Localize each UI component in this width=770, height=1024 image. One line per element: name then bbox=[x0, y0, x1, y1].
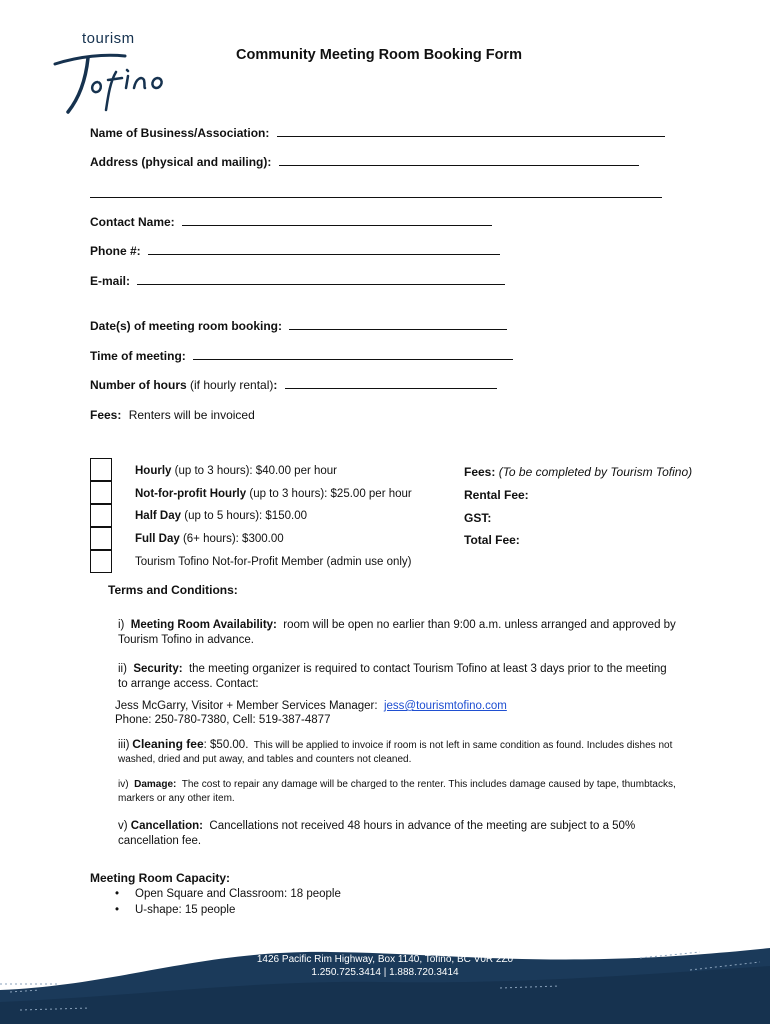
footer-phones: 1.250.725.3414 | 1.888.720.3414 bbox=[311, 967, 459, 978]
gst-label: GST: bbox=[464, 511, 492, 525]
phone-input-line[interactable] bbox=[148, 253, 500, 255]
dates-label: Date(s) of meeting room booking: bbox=[90, 319, 282, 333]
rental-fee-label: Rental Fee: bbox=[464, 488, 529, 502]
footer-address: 1426 Pacific Rim Highway, Box 1140, Tofino, BC V0R 2Z0 bbox=[256, 954, 514, 965]
hours-colon: : bbox=[273, 378, 278, 392]
phone-field[interactable] bbox=[90, 244, 500, 258]
capacity-item: • U-shape: 15 people bbox=[115, 902, 341, 918]
tofino-logo bbox=[50, 42, 185, 117]
option-nfp-hourly: Not-for-profit Hourly (up to 3 hours): $25.00 per hour bbox=[135, 488, 412, 500]
business-field[interactable] bbox=[90, 126, 665, 140]
hours-label: Number of hours bbox=[90, 378, 187, 392]
checkbox-member[interactable] bbox=[90, 550, 112, 573]
checkbox-nfp-hourly[interactable] bbox=[90, 481, 112, 504]
dates-field[interactable] bbox=[90, 319, 507, 333]
fees-row bbox=[90, 408, 255, 422]
fees-label: Fees: bbox=[90, 408, 122, 422]
hours-field[interactable] bbox=[90, 378, 497, 392]
contact-field[interactable] bbox=[90, 215, 492, 229]
term-security: ii) Security: the meeting organizer is required to contact Tourism Tofino at least 3 days prior to the meeting to arrange access. Contact: bbox=[118, 663, 667, 690]
logo-main-text: Tofino bbox=[50, 42, 53, 43]
contact-input-line[interactable] bbox=[182, 224, 492, 226]
term-cleaning: iii) Cleaning fee: $50.00. This will be applied to invoice if room is not left in same condition as found. Includes dishes not washed, dried and put away, and tables and counters not cleaned. bbox=[118, 737, 673, 765]
address-input-line[interactable] bbox=[279, 164, 639, 166]
page-title: Community Meeting Room Booking Form bbox=[236, 47, 522, 63]
time-field[interactable] bbox=[90, 349, 513, 363]
option-full-day: Full Day (6+ hours): $300.00 bbox=[135, 533, 284, 545]
checkbox-half-day[interactable] bbox=[90, 504, 112, 527]
option-half-day: Half Day (up to 5 hours): $150.00 bbox=[135, 510, 307, 522]
terms-heading: Terms and Conditions: bbox=[108, 583, 238, 597]
phone-label: Phone #: bbox=[90, 244, 141, 258]
security-phone: Phone: 250-780-7380, Cell: 519-387-4877 bbox=[115, 714, 331, 726]
checkbox-full-day[interactable] bbox=[90, 527, 112, 550]
total-fee-label: Total Fee: bbox=[464, 533, 520, 547]
address-field[interactable] bbox=[90, 155, 639, 169]
time-label: Time of meeting: bbox=[90, 349, 186, 363]
fees-value: Renters will be invoiced bbox=[128, 408, 255, 422]
contact-label: Contact Name: bbox=[90, 215, 175, 229]
term-cancellation: v) Cancellation: Cancellations not received 48 hours in advance of the meeting are subject to a 50% cancellation fee. bbox=[118, 820, 636, 847]
email-input-line[interactable] bbox=[137, 283, 505, 285]
email-label: E-mail: bbox=[90, 274, 131, 288]
security-contact: Jess McGarry, Visitor + Member Services Manager: jess@tourismtofino.com bbox=[115, 700, 507, 712]
contact-email-link[interactable]: jess@tourismtofino.com bbox=[383, 700, 507, 712]
fees-box-heading: Fees: (To be completed by Tourism Tofino) bbox=[464, 465, 693, 479]
hours-note: (if hourly rental) bbox=[190, 378, 274, 392]
fees-box-note: (To be completed by Tourism Tofino) bbox=[498, 465, 693, 479]
capacity-list bbox=[115, 886, 341, 918]
logo-tourism-text: tourism bbox=[82, 30, 135, 47]
option-hourly: Hourly (up to 3 hours): $40.00 per hour bbox=[135, 465, 338, 477]
option-member: Tourism Tofino Not-for-Profit Member (admin use only) bbox=[135, 556, 412, 568]
time-input-line[interactable] bbox=[193, 358, 513, 360]
hours-input-line[interactable] bbox=[285, 387, 497, 389]
footer-wave bbox=[0, 940, 770, 1024]
capacity-heading: Meeting Room Capacity: bbox=[90, 871, 231, 885]
checkbox-hourly[interactable] bbox=[90, 458, 112, 481]
business-label: Name of Business/Association: bbox=[90, 126, 270, 140]
dates-input-line[interactable] bbox=[289, 328, 507, 330]
address-label: Address (physical and mailing): bbox=[90, 155, 272, 169]
capacity-item: • Open Square and Classroom: 18 people bbox=[115, 886, 341, 902]
term-damage: iv) Damage: The cost to repair any damage will be charged to the renter. This includes damage caused by tape, thumbtacks, markers or any other item. bbox=[118, 779, 676, 804]
term-availability: i) Meeting Room Availability: room will be open no earlier than 9:00 a.m. unless arranged and approved by Tourism Tofino in advance. bbox=[118, 619, 676, 646]
email-field[interactable] bbox=[90, 274, 505, 288]
business-input-line[interactable] bbox=[277, 135, 665, 137]
address-input-line-2[interactable] bbox=[90, 197, 662, 198]
